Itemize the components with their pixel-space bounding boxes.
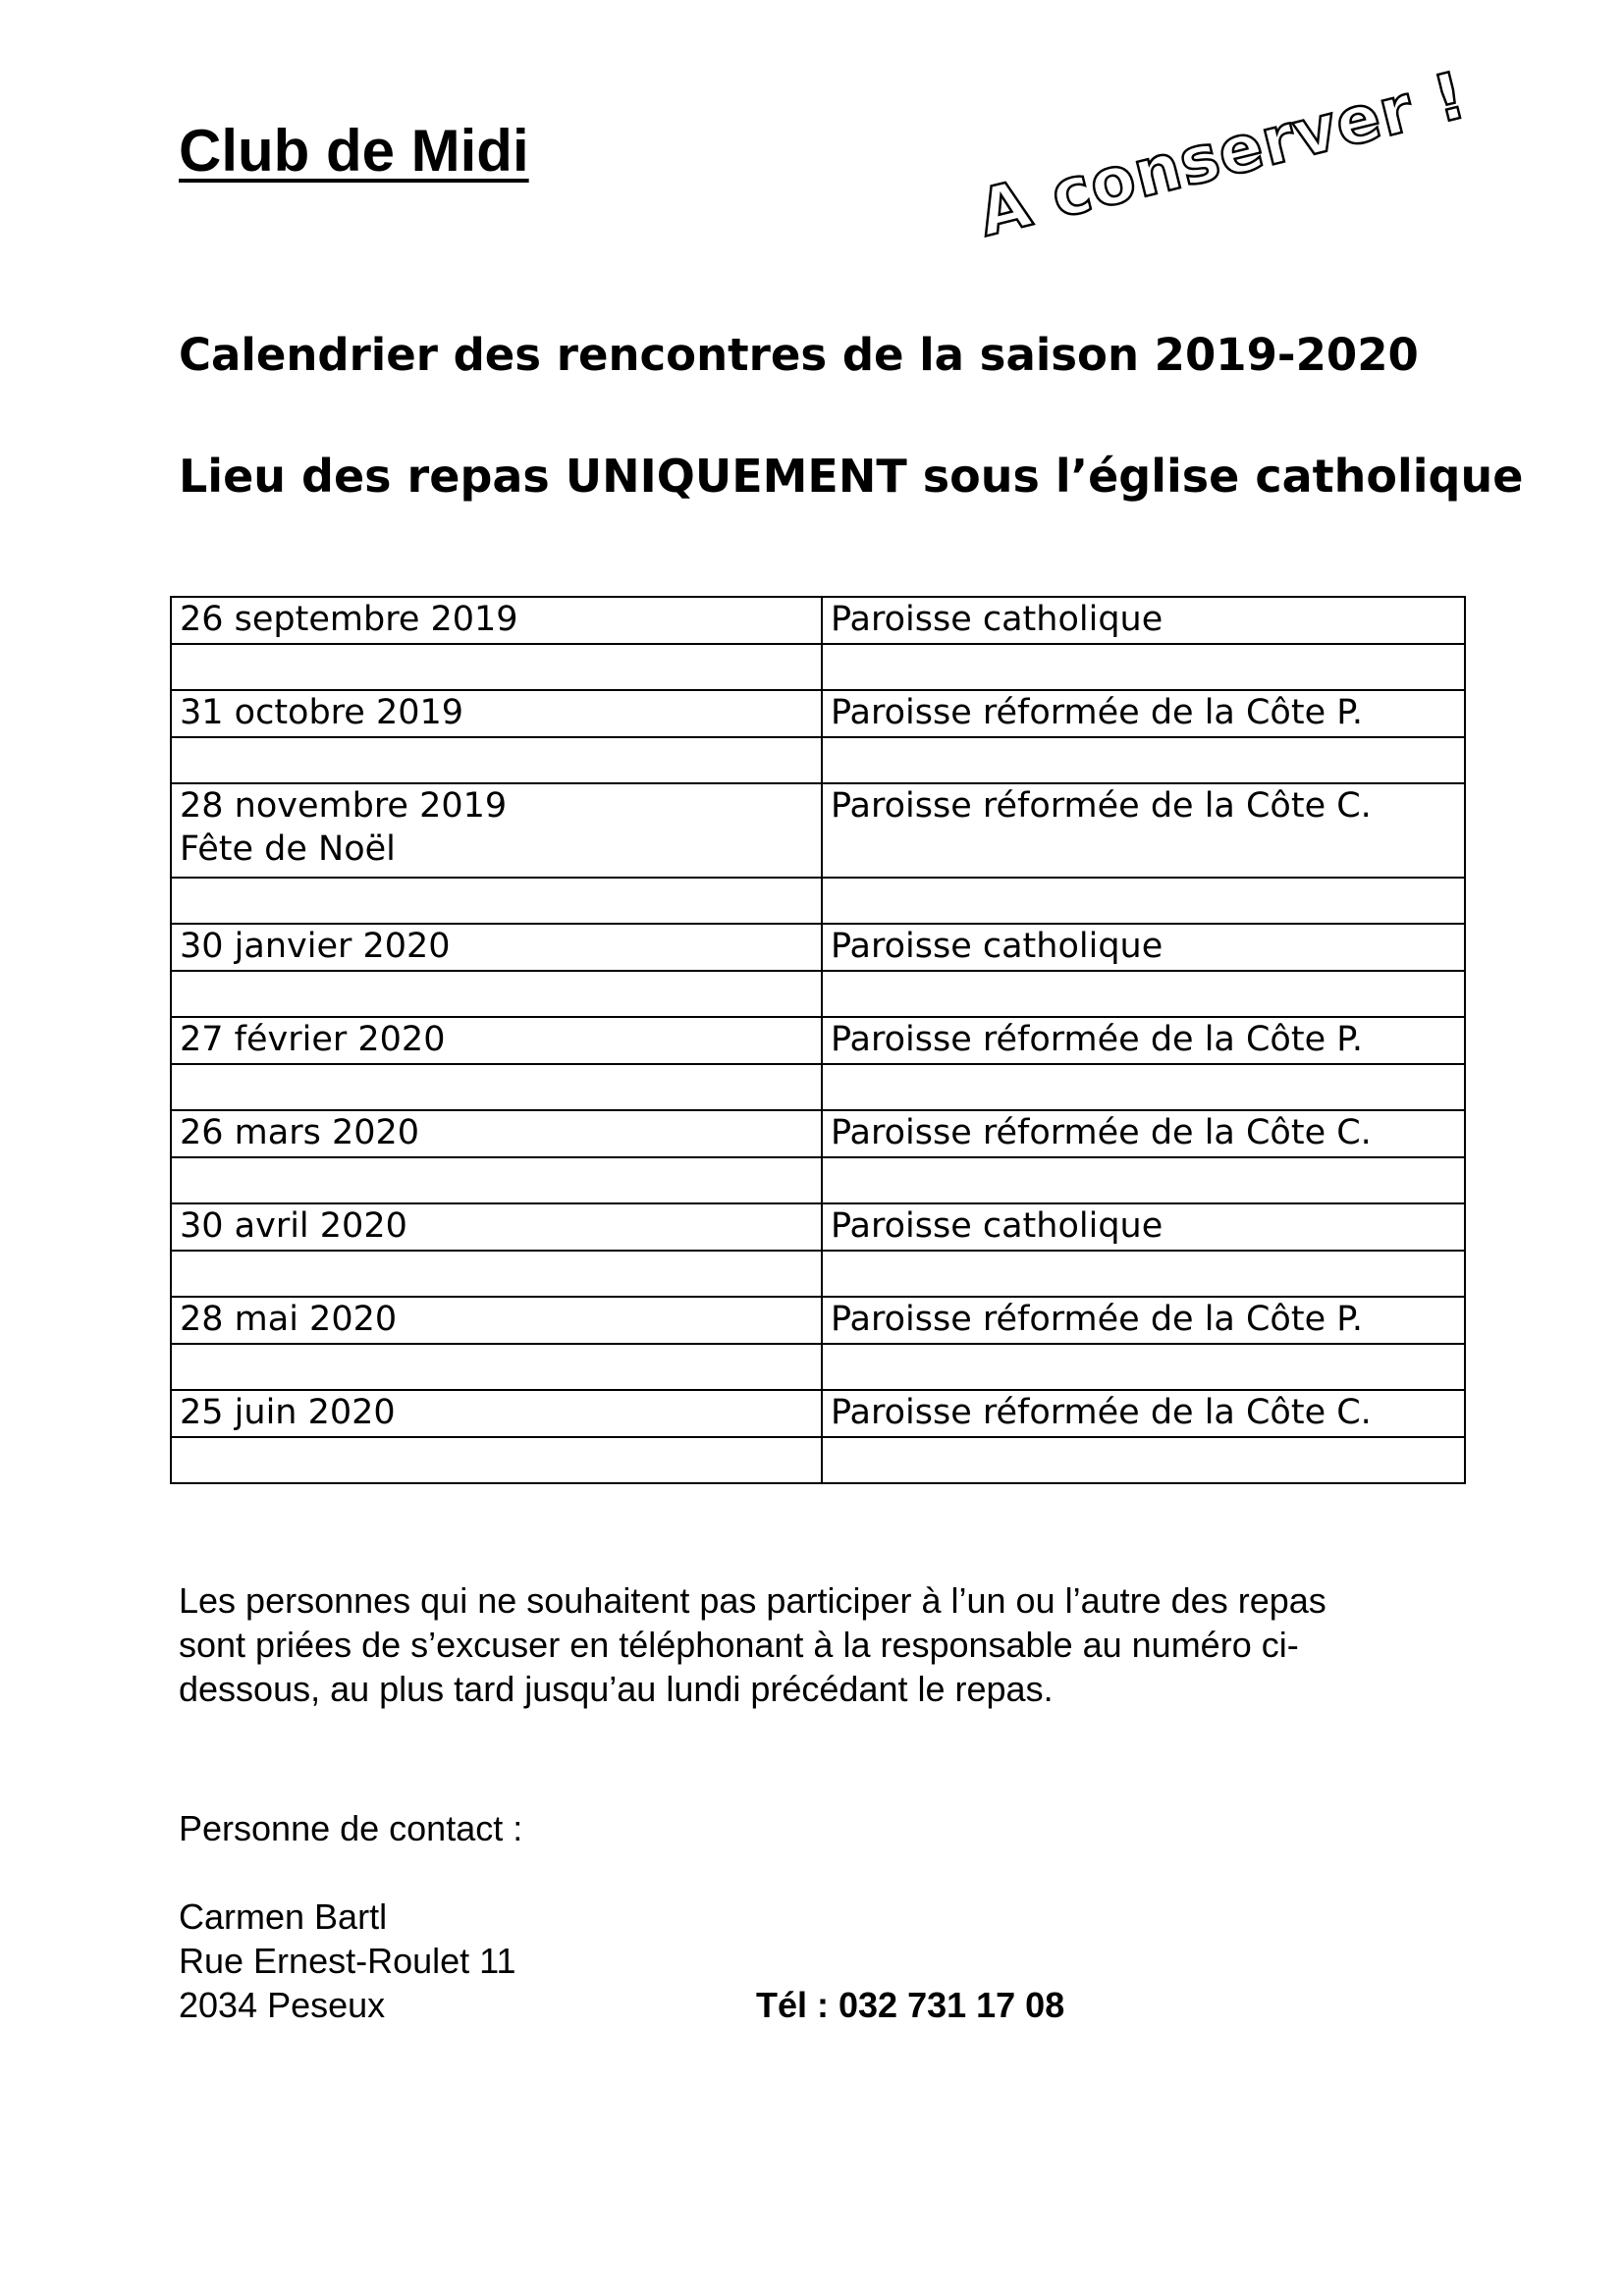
place-cell: Paroisse catholique: [822, 924, 1465, 971]
spacer-row: [171, 644, 1465, 690]
empty-cell: [171, 644, 822, 690]
notice-line: Les personnes qui ne souhaitent pas participer à l’un ou l’autre des repas: [179, 1580, 1326, 1621]
event-note: Fête de Noël: [180, 829, 396, 869]
empty-cell: [171, 1344, 822, 1390]
place-cell: Paroisse réformée de la Côte P.: [822, 1017, 1465, 1064]
contact-street: Rue Ernest-Roulet 11: [179, 1941, 516, 1981]
date-cell: 26 septembre 2019: [171, 597, 822, 644]
spacer-row: [171, 971, 1465, 1017]
table-row: [171, 1203, 1465, 1251]
place-cell: Paroisse réformée de la Côte C.: [822, 783, 1465, 878]
date-cell: 31 octobre 2019: [171, 690, 822, 737]
table-row: [171, 1110, 1465, 1157]
empty-cell: [822, 737, 1465, 783]
date-cell: 28 mai 2020: [171, 1297, 822, 1344]
place-cell: Paroisse réformée de la Côte P.: [822, 690, 1465, 737]
empty-cell: [171, 878, 822, 924]
table-row: [171, 783, 1465, 878]
empty-cell: [171, 737, 822, 783]
date-cell: 30 avril 2020: [171, 1203, 822, 1251]
empty-cell: [822, 1437, 1465, 1483]
empty-cell: [171, 1064, 822, 1110]
excuse-notice: [179, 1578, 1475, 1711]
empty-cell: [822, 1344, 1465, 1390]
date-cell: 30 janvier 2020: [171, 924, 822, 971]
empty-cell: [822, 878, 1465, 924]
empty-cell: [171, 971, 822, 1017]
table-row: [171, 1297, 1465, 1344]
date-cell: 26 mars 2020: [171, 1110, 822, 1157]
place-cell: Paroisse réformée de la Côte P.: [822, 1297, 1465, 1344]
schedule-table: [170, 596, 1466, 1484]
empty-cell: [171, 1437, 822, 1483]
contact-city: 2034 Peseux: [179, 1985, 386, 2025]
date-cell: 27 février 2020: [171, 1017, 822, 1064]
place-cell: Paroisse catholique: [822, 1203, 1465, 1251]
empty-cell: [822, 644, 1465, 690]
empty-cell: [822, 1251, 1465, 1297]
table-row: [171, 924, 1465, 971]
spacer-row: [171, 1064, 1465, 1110]
club-title: Club de Midi: [179, 118, 529, 184]
table-row: [171, 597, 1465, 644]
location-heading: Lieu des repas UNIQUEMENT sous l’église catholique: [179, 450, 1524, 503]
contact-label: Personne de contact :: [179, 1808, 523, 1848]
table-row: [171, 1017, 1465, 1064]
calendar-heading: Calendrier des rencontres de la saison 2019-2020: [179, 329, 1419, 381]
spacer-row: [171, 878, 1465, 924]
date-text: 28 novembre 2019: [180, 786, 508, 826]
table-row: [171, 690, 1465, 737]
empty-cell: [822, 1157, 1465, 1203]
empty-cell: [822, 1064, 1465, 1110]
contact-phone: Tél : 032 731 17 08: [756, 1985, 1065, 2025]
notice-line: dessous, au plus tard jusqu’au lundi précédant le repas.: [179, 1669, 1054, 1709]
notice-line: sont priées de s’excuser en téléphonant à la responsable au numéro ci-: [179, 1625, 1299, 1665]
date-cell: [171, 783, 822, 878]
empty-cell: [171, 1157, 822, 1203]
spacer-row: [171, 1437, 1465, 1483]
place-cell: Paroisse réformée de la Côte C.: [822, 1110, 1465, 1157]
date-cell: 25 juin 2020: [171, 1390, 822, 1437]
place-cell: Paroisse réformée de la Côte C.: [822, 1390, 1465, 1437]
table-row: [171, 1390, 1465, 1437]
keep-stamp: A conserver !: [970, 57, 1474, 252]
place-cell: Paroisse catholique: [822, 597, 1465, 644]
spacer-row: [171, 737, 1465, 783]
contact-name: Carmen Bartl: [179, 1896, 388, 1937]
spacer-row: [171, 1251, 1465, 1297]
empty-cell: [171, 1251, 822, 1297]
empty-cell: [822, 971, 1465, 1017]
spacer-row: [171, 1344, 1465, 1390]
spacer-row: [171, 1157, 1465, 1203]
